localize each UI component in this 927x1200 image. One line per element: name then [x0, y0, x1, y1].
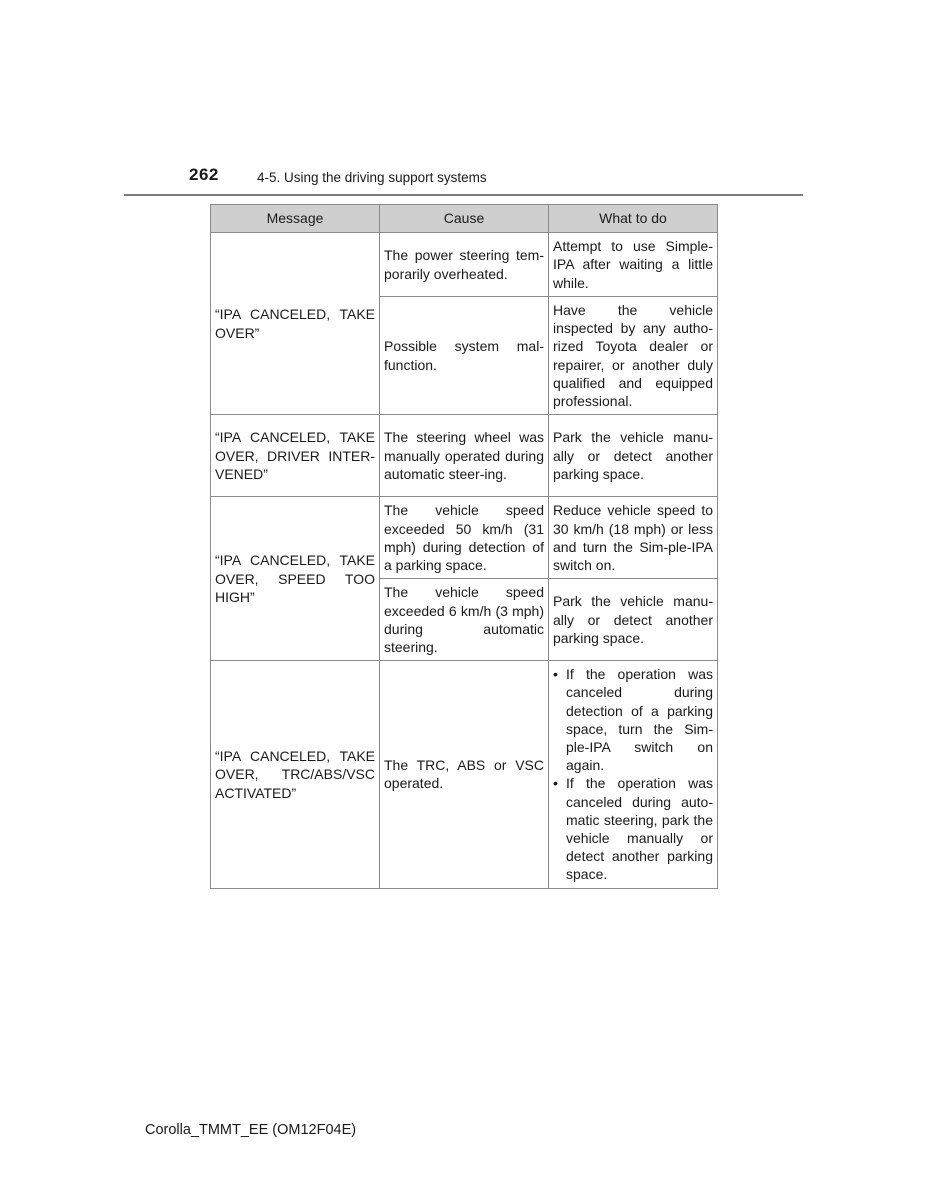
action-cell: Reduce vehicle speed to 30 km/h (18 mph) or less and turn the Sim-ple-IPA switch on.: [549, 497, 718, 579]
page-header: [124, 160, 803, 196]
bullet-item: [553, 665, 713, 774]
messages-table: [210, 204, 718, 889]
table-header-row: [211, 205, 718, 233]
message-cell: “IPA CANCELED, TAKE OVER, DRIVER INTER-VENED”: [211, 415, 380, 497]
table-row: [211, 233, 718, 297]
message-cell: “IPA CANCELED, TAKE OVER”: [211, 233, 380, 415]
bullet-marker: •: [553, 666, 558, 683]
bullet-text: If the operation was canceled during auto-matic steering, park the vehicle manually or detect another parking space.: [566, 775, 713, 883]
section-title: 4-5. Using the driving support systems: [257, 170, 487, 185]
table-row: [211, 497, 718, 579]
cause-cell: The vehicle speed exceeded 50 km/h (31 mph) during detection of a parking space.: [380, 497, 549, 579]
footer-document-id: Corolla_TMMT_EE (OM12F04E): [145, 1122, 357, 1138]
table-row: [211, 661, 718, 888]
column-header-message: Message: [211, 205, 380, 233]
action-cell: Park the vehicle manu-ally or detect another parking space.: [549, 415, 718, 497]
page-number: 262: [189, 165, 219, 184]
cause-cell: The power steering tem-porarily overheated.: [380, 233, 549, 297]
message-cell: “IPA CANCELED, TAKE OVER, SPEED TOO HIGH”: [211, 497, 380, 661]
action-bullet-list: [553, 665, 713, 883]
cause-cell: The TRC, ABS or VSC operated.: [380, 661, 549, 888]
bullet-text: If the operation was canceled during detection of a parking space, turn the Sim-ple-IPA switch on again.: [566, 666, 713, 774]
table-row: [211, 415, 718, 497]
cause-cell: The vehicle speed exceeded 6 km/h (3 mph) during automatic steering.: [380, 579, 549, 661]
bullet-item: [553, 774, 713, 883]
column-header-cause: Cause: [380, 205, 549, 233]
action-cell: [549, 661, 718, 888]
action-cell: Attempt to use Simple-IPA after waiting a little while.: [549, 233, 718, 297]
message-cell: “IPA CANCELED, TAKE OVER, TRC/ABS/VSC ACTIVATED”: [211, 661, 380, 888]
column-header-what-to-do: What to do: [549, 205, 718, 233]
cause-cell: Possible system mal-function.: [380, 297, 549, 415]
cause-cell: The steering wheel was manually operated during automatic steer-ing.: [380, 415, 549, 497]
action-cell: Have the vehicle inspected by any autho-rized Toyota dealer or repairer, or another duly qualified and equipped professional.: [549, 297, 718, 415]
bullet-marker: •: [553, 775, 558, 792]
action-cell: Park the vehicle manu-ally or detect another parking space.: [549, 579, 718, 661]
